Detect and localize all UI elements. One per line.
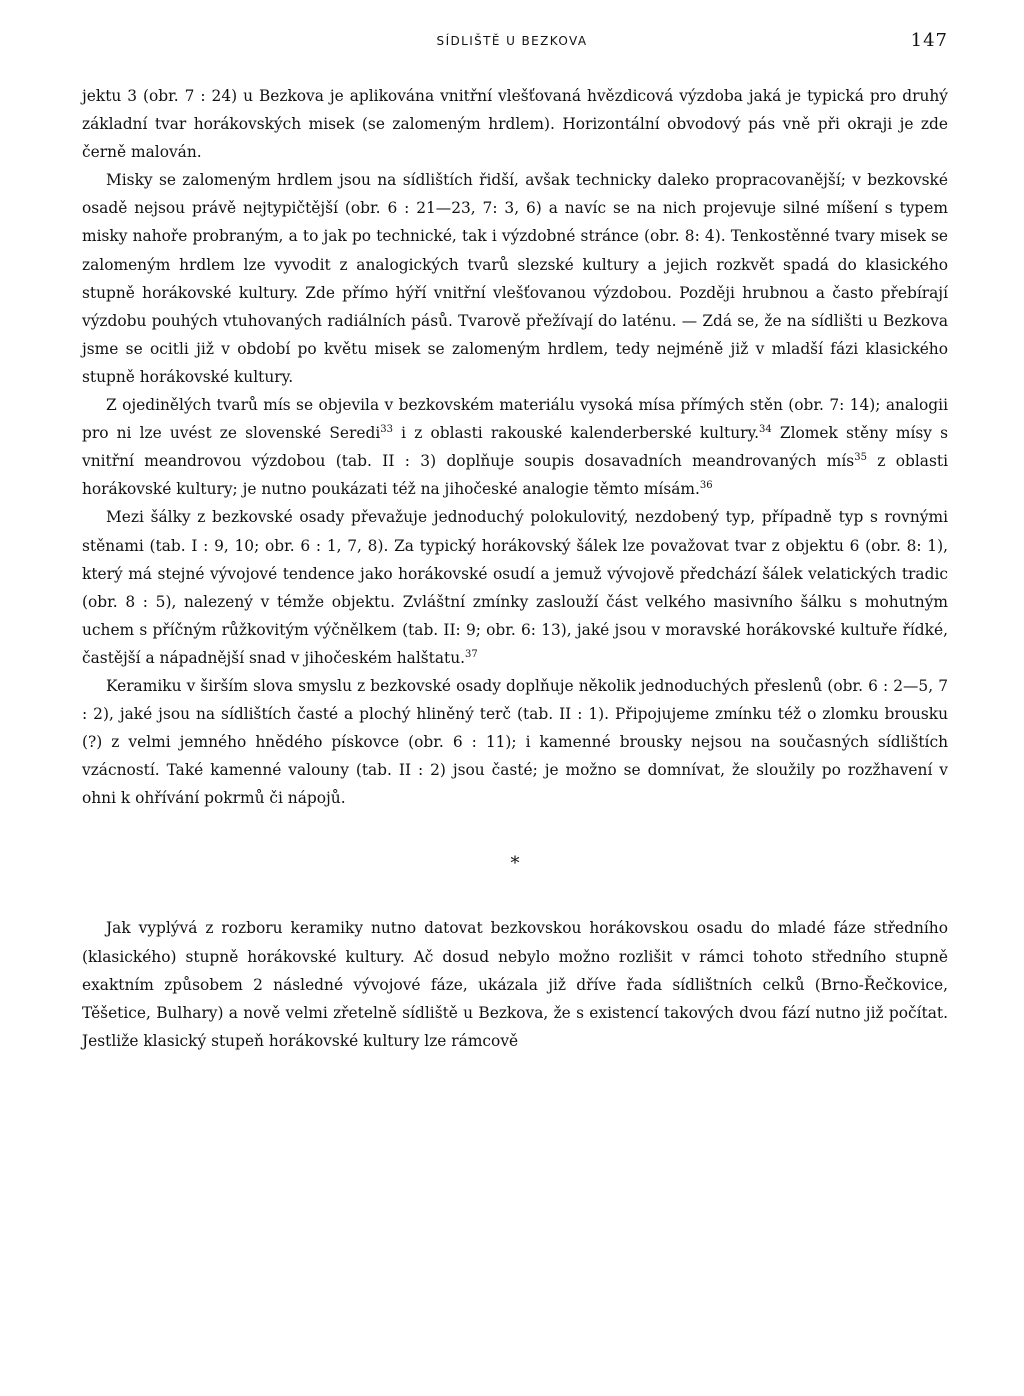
paragraph-3-text-4: z oblasti horákovské kultury; je nutno poukázati též na jihočeské analogie těmto mísám.	[82, 452, 948, 499]
section-separator: *	[510, 853, 520, 875]
body-text	[82, 82, 948, 1055]
footnote-ref-36: 36	[699, 480, 713, 492]
paragraph-3	[82, 391, 948, 503]
running-title: SÍDLIŠTĚ U BEZKOVA	[436, 34, 588, 48]
paragraph-2: Misky se zalomeným hrdlem jsou na sídlištích řidší, avšak technicky daleko propracovanější; v bezkovské osadě nejsou právě nejtypičtější (obr. 6 : 21—23, 7: 3, 6) a navíc se na nich projevuje silné míšení s typem misky nahoře probraným, a to jak po technické, tak i výzdobné stránce (obr. 8: 4). Tenkostěnné tvary misek se zalomeným hrdlem lze vyvodit z analogických tvarů slezské kultury a jejich rozkvět spadá do klasického stupně horákovské kultury. Zde přímo hýří vnitřní vlešťovanou výzdobou. Později hrubnou a často přebírají výzdobu pouhých vtuhovaných radiálních pásů. Tvarově přežívají do laténu. — Zdá se, že na sídlišti u Bezkova jsme se ocitli již v období po květu misek se zalomeným hrdlem, tedy nejméně již v mladší fázi klasického stupně horákovské kultury.	[82, 171, 948, 386]
footnote-ref-37: 37	[465, 648, 478, 660]
page-number: 147	[910, 30, 948, 51]
paragraph-5: Keramiku v širším slova smyslu z bezkovské osady doplňuje několik jednoduchých přeslenů (obr. 6 : 2—5, 7 : 2), jaké jsou na sídlištích časté a plochý hliněný terč (tab. II : 1). Připojujeme zmínku též o zlomku brousku (?) z velmi jemného hnědého pískovce (obr. 6 : 11); i kamenné brousky nejsou na současných sídlištích vzácností. Také kamenné valouny (tab. II : 2) jsou časté; je možno se domnívat, že sloužily po rozžhavení v ohni k ohřívání pokrmů či nápojů.	[82, 676, 948, 808]
page-header	[0, 30, 1024, 60]
paragraph-3-text-1: Z ojedinělých tvarů mís se objevila v bezkovském materiálu vysoká mísa přímých stěn (obr. 7: 14); analogii pro ni lze uvést ze slovenské Seredi	[82, 396, 948, 443]
paragraph-4-text-1: Mezi šálky z bezkovské osady převažuje jednoduchý polokulovitý, nezdobený typ, případně typ s rovnými stěnami (tab. I : 9, 10; obr. 6 : 1, 7, 8). Za typický horákovský šálek lze považovat tvar z objektu 6 (obr. 8: 1), který má stejné vývojové tendence jako horákovské osudí a jemuž vývojově předchází šálek velatických tradic (obr. 8 : 5), nalezený v témže objektu. Zvláštní zmínky zaslouží část velkého masivního šálku s mohutným uchem s příčným růžkovitým výčnělkem (tab. II: 9; obr. 6: 13), jaké jsou v moravské horákovské kultuře řídké, častější a nápadnější snad v jihočeském halštatu.	[82, 508, 948, 667]
footnote-ref-34: 34	[759, 424, 772, 435]
paragraph-6: Jak vyplývá z rozboru keramiky nutno datovat bezkovskou horákovskou osadu do mladé fáze středního (klasického) stupně horákovské kultury. Ač dosud nebylo možno rozlišit v rámci tohoto středního stupně exaktním způsobem 2 následné vývojové fáze, ukázala již dříve řada sídlištních celků (Brno-Řečkovice, Těšetice, Bulhary) a nově velmi zřetelně sídliště u Bezkova, že s existencí takových dvou fází nutno již počítat. Jestliže klasický stupeň horákovské kultury lze rámcově	[82, 919, 948, 1050]
footnote-ref-33: 33	[380, 424, 394, 435]
paragraph-4	[82, 503, 948, 672]
paragraph-3-text-2: i z oblasti rakouské kalenderberské kultury.	[393, 424, 760, 443]
footnote-ref-35: 35	[854, 452, 867, 464]
paragraph-1: jektu 3 (obr. 7 : 24) u Bezkova je aplikována vnitřní vlešťovaná hvězdicová výzdoba jaká je typická pro druhý základní tvar horákovských misek (se zalomeným hrdlem). Horizontální obvodový pás vně při okraji je zde černě malován.	[82, 87, 948, 162]
paragraph-3-text-3: Zlomek stěny mísy s vnitřní meandrovou výzdobou (tab. II : 3) doplňuje soupis dosavadních meandrovaných mís	[82, 424, 949, 471]
